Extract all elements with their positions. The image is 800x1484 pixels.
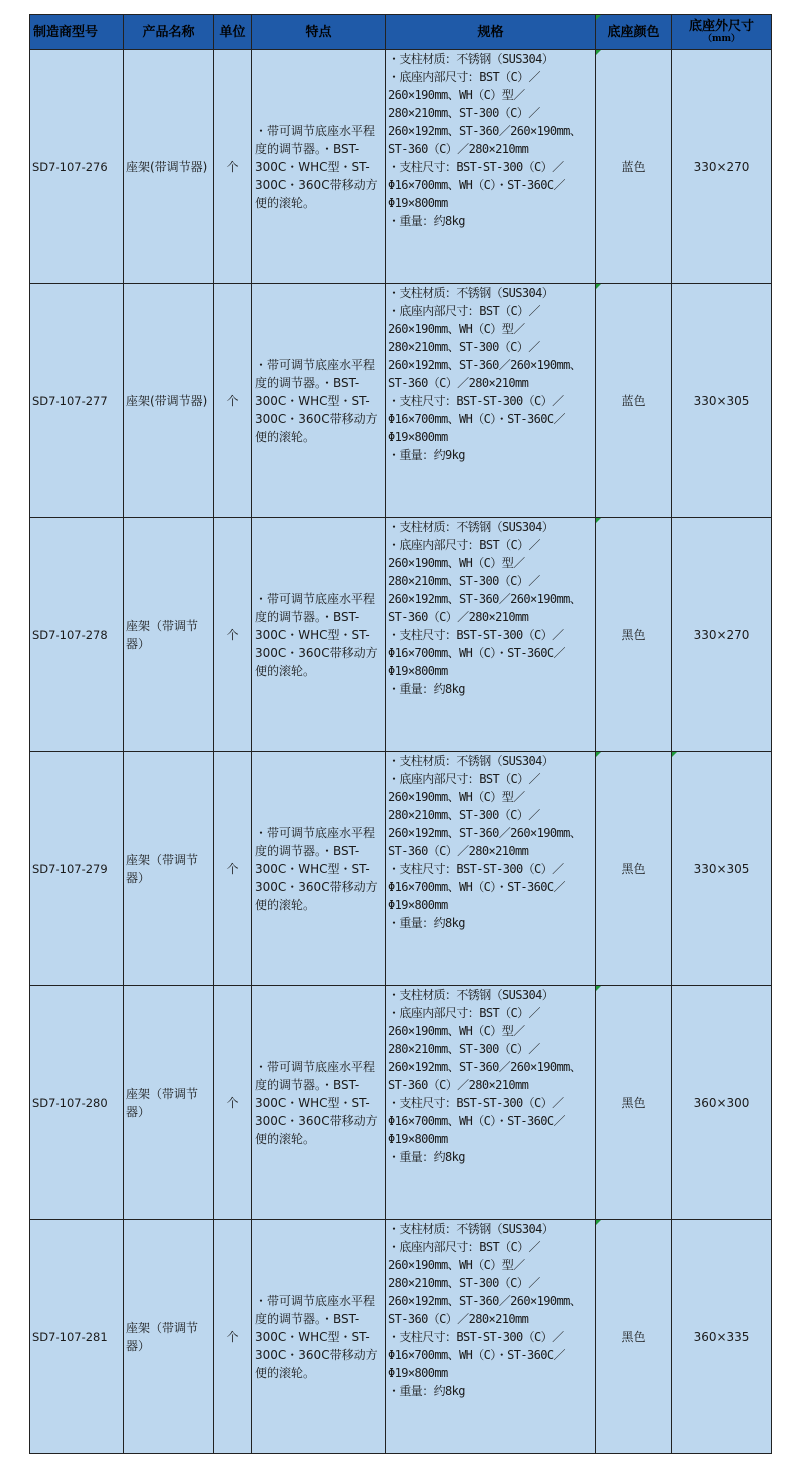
cell-color: 蓝色 — [596, 50, 672, 284]
cell-color: 黑色 — [596, 986, 672, 1220]
cell-size: 330×270 — [672, 518, 772, 752]
table-row — [30, 752, 772, 986]
cell-size: 360×300 — [672, 986, 772, 1220]
cell-spec: ・支柱材质：不锈钢（SUS304） ・底座内部尺寸：BST（C）／260×190mm、WH（C）型／280×210mm、ST-300（C）／260×192mm、ST-360／260×190mm、ST-360（C）／280×210mm ・支柱尺寸：BST-ST-300（C）／Φ16×700mm、WH（C）・ST-360C／Φ19×800mm ・重量：约8kg — [386, 986, 596, 1220]
cell-spec: ・支柱材质：不锈钢（SUS304） ・底座内部尺寸：BST（C）／260×190mm、WH（C）型／280×210mm、ST-300（C）／260×192mm、ST-360／260×190mm、ST-360（C）／280×210mm ・支柱尺寸：BST-ST-300（C）／Φ16×700mm、WH（C）・ST-360C／Φ19×800mm ・重量：约9kg — [386, 284, 596, 518]
header-size-label: 底座外尺寸 — [688, 19, 754, 34]
cell-name: 座架（带调节器） — [124, 752, 214, 986]
cell-unit: 个 — [214, 986, 252, 1220]
cell-size: 330×270 — [672, 50, 772, 284]
cell-model: SD7-107-276 — [30, 50, 124, 284]
cell-feature: ・带可调节底座水平程度的调节器。・BST-300C・WHC型・ST-300C・360C带移动方便的滚轮。 — [252, 752, 386, 986]
cell-size: 360×335 — [672, 1220, 772, 1454]
header-unit: 单位 — [214, 15, 252, 50]
header-name: 产品名称 — [124, 15, 214, 50]
cell-unit: 个 — [214, 518, 252, 752]
cell-color: 黑色 — [596, 752, 672, 986]
cell-model: SD7-107-280 — [30, 986, 124, 1220]
header-size-unit: （mm） — [702, 34, 741, 44]
table-header-row — [30, 15, 772, 50]
cell-unit: 个 — [214, 284, 252, 518]
cell-model: SD7-107-278 — [30, 518, 124, 752]
cell-feature: ・带可调节底座水平程度的调节器。・BST-300C・WHC型・ST-300C・360C带移动方便的滚轮。 — [252, 986, 386, 1220]
cell-name: 座架（带调节器） — [124, 1220, 214, 1454]
header-model: 制造商型号 — [30, 15, 124, 50]
cell-spec: ・支柱材质：不锈钢（SUS304） ・底座内部尺寸：BST（C）／260×190mm、WH（C）型／280×210mm、ST-300（C）／260×192mm、ST-360／260×190mm、ST-360（C）／280×210mm ・支柱尺寸：BST-ST-300（C）／Φ16×700mm、WH（C）・ST-360C／Φ19×800mm ・重量：约8kg — [386, 50, 596, 284]
cell-name: 座架（带调节器） — [124, 518, 214, 752]
cell-unit: 个 — [214, 1220, 252, 1454]
table-row — [30, 986, 772, 1220]
cell-name: 座架（带调节器） — [124, 986, 214, 1220]
cell-color: 黑色 — [596, 518, 672, 752]
product-table-container — [29, 14, 771, 1454]
cell-model: SD7-107-279 — [30, 752, 124, 986]
cell-feature: ・带可调节底座水平程度的调节器。・BST-300C・WHC型・ST-300C・360C带移动方便的滚轮。 — [252, 50, 386, 284]
product-table — [29, 14, 772, 1454]
cell-spec: ・支柱材质：不锈钢（SUS304） ・底座内部尺寸：BST（C）／260×190mm、WH（C）型／280×210mm、ST-300（C）／260×192mm、ST-360／260×190mm、ST-360（C）／280×210mm ・支柱尺寸：BST-ST-300（C）／Φ16×700mm、WH（C）・ST-360C／Φ19×800mm ・重量：约8kg — [386, 1220, 596, 1454]
cell-spec: ・支柱材质：不锈钢（SUS304） ・底座内部尺寸：BST（C）／260×190mm、WH（C）型／280×210mm、ST-300（C）／260×192mm、ST-360／260×190mm、ST-360（C）／280×210mm ・支柱尺寸：BST-ST-300（C）／Φ16×700mm、WH（C）・ST-360C／Φ19×800mm ・重量：约8kg — [386, 752, 596, 986]
cell-feature: ・带可调节底座水平程度的调节器。・BST-300C・WHC型・ST-300C・360C带移动方便的滚轮。 — [252, 1220, 386, 1454]
cell-feature: ・带可调节底座水平程度的调节器。・BST-300C・WHC型・ST-300C・360C带移动方便的滚轮。 — [252, 518, 386, 752]
table-row — [30, 1220, 772, 1454]
header-spec: 规格 — [386, 15, 596, 50]
cell-model: SD7-107-277 — [30, 284, 124, 518]
cell-name: 座架(带调节器) — [124, 50, 214, 284]
cell-unit: 个 — [214, 752, 252, 986]
header-color: 底座颜色 — [596, 15, 672, 50]
cell-color: 蓝色 — [596, 284, 672, 518]
cell-model: SD7-107-281 — [30, 1220, 124, 1454]
header-size — [672, 15, 772, 50]
table-row — [30, 284, 772, 518]
table-row — [30, 50, 772, 284]
cell-feature: ・带可调节底座水平程度的调节器。・BST-300C・WHC型・ST-300C・360C带移动方便的滚轮。 — [252, 284, 386, 518]
cell-name: 座架(带调节器) — [124, 284, 214, 518]
cell-color: 黑色 — [596, 1220, 672, 1454]
cell-spec: ・支柱材质：不锈钢（SUS304） ・底座内部尺寸：BST（C）／260×190mm、WH（C）型／280×210mm、ST-300（C）／260×192mm、ST-360／260×190mm、ST-360（C）／280×210mm ・支柱尺寸：BST-ST-300（C）／Φ16×700mm、WH（C）・ST-360C／Φ19×800mm ・重量：约8kg — [386, 518, 596, 752]
cell-size: 330×305 — [672, 284, 772, 518]
cell-unit: 个 — [214, 50, 252, 284]
cell-size: 330×305 — [672, 752, 772, 986]
table-row — [30, 518, 772, 752]
header-feature: 特点 — [252, 15, 386, 50]
